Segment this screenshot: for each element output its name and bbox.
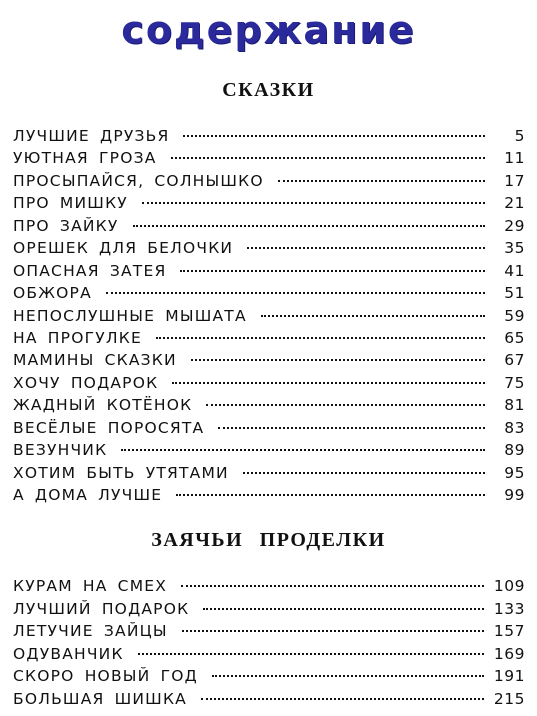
toc-entry [13,237,525,259]
title-container [0,8,537,52]
toc-entry-title: НА ПРОГУЛКЕ [13,328,142,347]
toc-entry-title: ПРО МИШКУ [13,194,128,213]
dot-leader [247,247,485,249]
dot-leader [278,180,485,182]
toc-entry-page-number: 169 [493,644,525,663]
dot-leader [142,202,485,204]
toc-entry [13,598,525,621]
dot-leader [156,337,485,339]
dot-leader [201,698,484,700]
toc-entry [13,125,525,147]
toc-entry-page-number: 17 [504,171,525,190]
toc-entry [13,170,525,192]
dot-leader [180,270,485,272]
toc-entry-title: ОБЖОРА [13,284,92,303]
page-title: содержание [121,8,416,52]
toc-entry-page-number: 99 [504,486,525,504]
toc-entry [13,394,525,416]
dot-leader [261,315,485,317]
toc-entry-page-number: 75 [504,373,525,392]
toc-entry-page-number: 109 [493,577,525,595]
dot-leader [106,292,485,294]
toc-entry [13,147,525,169]
toc-entry [13,688,525,711]
dot-leader [212,675,484,677]
toc-entry-title: ПРОСЫПАЙСЯ, СОЛНЫШКО [13,171,264,190]
toc-entry-title: ЛЕТУЧИЕ ЗАЙЦЫ [13,622,168,641]
toc-entry-title: УЮТНАЯ ГРОЗА [13,149,157,168]
toc-list-section-2 [13,575,525,711]
toc-entry-title: МАМИНЫ СКАЗКИ [13,351,177,370]
toc-entry-page-number: 81 [504,396,525,415]
toc-entry-title: СКОРО НОВЫЙ ГОД [13,667,198,686]
toc-entry-title: ОДУВАНЧИК [13,644,124,663]
toc-entry-page-number: 59 [504,306,525,325]
toc-entry-page-number: 191 [493,667,525,686]
toc-entry-page-number: 35 [504,239,525,258]
toc-entry-title: ПРО ЗАЙКУ [13,216,119,235]
toc-entry-page-number: 41 [504,261,525,280]
toc-entry-page-number: 65 [504,328,525,347]
toc-entry [13,417,525,439]
toc-entry [13,260,525,282]
toc-entry-page-number: 29 [504,216,525,235]
toc-list-section-1 [13,125,525,506]
section-heading-zayachi-prodelki: ЗАЯЧЬИ ПРОДЕЛКИ [151,529,386,551]
toc-entry [13,462,525,484]
dot-leader [183,135,485,137]
toc-entry-title: ЛУЧШИЕ ДРУЗЬЯ [13,127,170,145]
toc-entry [13,305,525,327]
toc-entry [13,643,525,666]
dot-leader [206,404,485,406]
dot-leader [171,157,485,159]
dot-leader [182,630,484,632]
toc-entry-page-number: 95 [504,463,525,482]
toc-entry-title: НЕПОСЛУШНЫЕ МЫШАТА [13,306,247,325]
toc-entry [13,349,525,371]
toc-entry-page-number: 133 [493,599,525,618]
dot-leader [121,449,485,451]
dot-leader [133,225,485,227]
toc-entry-page-number: 89 [504,441,525,460]
toc-entry [13,327,525,349]
toc-entry-page-number: 67 [504,351,525,370]
toc-entry [13,282,525,304]
toc-entry-page-number: 157 [493,622,525,641]
toc-entry-title: А ДОМА ЛУЧШЕ [13,486,163,504]
toc-entry-page-number: 83 [504,418,525,437]
dot-leader [203,608,484,610]
dot-leader [172,382,485,384]
toc-entry [13,215,525,237]
toc-entry [13,620,525,643]
toc-entry-page-number: 215 [493,689,525,708]
toc-entry [13,665,525,688]
toc-entry-title: ЖАДНЫЙ КОТЁНОК [13,396,193,415]
toc-entry-page-number: 11 [504,149,525,168]
toc-entry-title: ХОЧУ ПОДАРОК [13,373,159,392]
toc-entry-title: КУРАМ НА СМЕХ [13,577,168,595]
toc-entry-page-number: 51 [504,284,525,303]
toc-entry-title: БОЛЬШАЯ ШИШКА [13,689,187,708]
toc-entry [13,575,525,598]
section-heading-skazki: СКАЗКИ [222,79,315,101]
toc-entry [13,192,525,214]
toc-entry-page-number: 21 [504,194,525,213]
toc-entry-page-number: 5 [514,127,525,145]
toc-entry-title: ВЕСЁЛЫЕ ПОРОСЯТА [13,418,205,437]
dot-leader [243,472,485,474]
dot-leader [191,359,485,361]
dot-leader [181,585,484,587]
toc-entry-title: ХОТИМ БЫТЬ УТЯТАМИ [13,463,229,482]
toc-entry [13,439,525,461]
toc-entry-title: ОПАСНАЯ ЗАТЕЯ [13,261,167,280]
dot-leader [176,494,485,496]
dot-leader [218,427,485,429]
toc-entry-title: ВЕЗУНЧИК [13,441,108,460]
toc-entry [13,484,525,506]
toc-entry-title: ЛУЧШИЙ ПОДАРОК [13,599,190,618]
toc-entry [13,372,525,394]
toc-entry-title: ОРЕШЕК ДЛЯ БЕЛОЧКИ [13,239,234,258]
dot-leader [138,653,484,655]
